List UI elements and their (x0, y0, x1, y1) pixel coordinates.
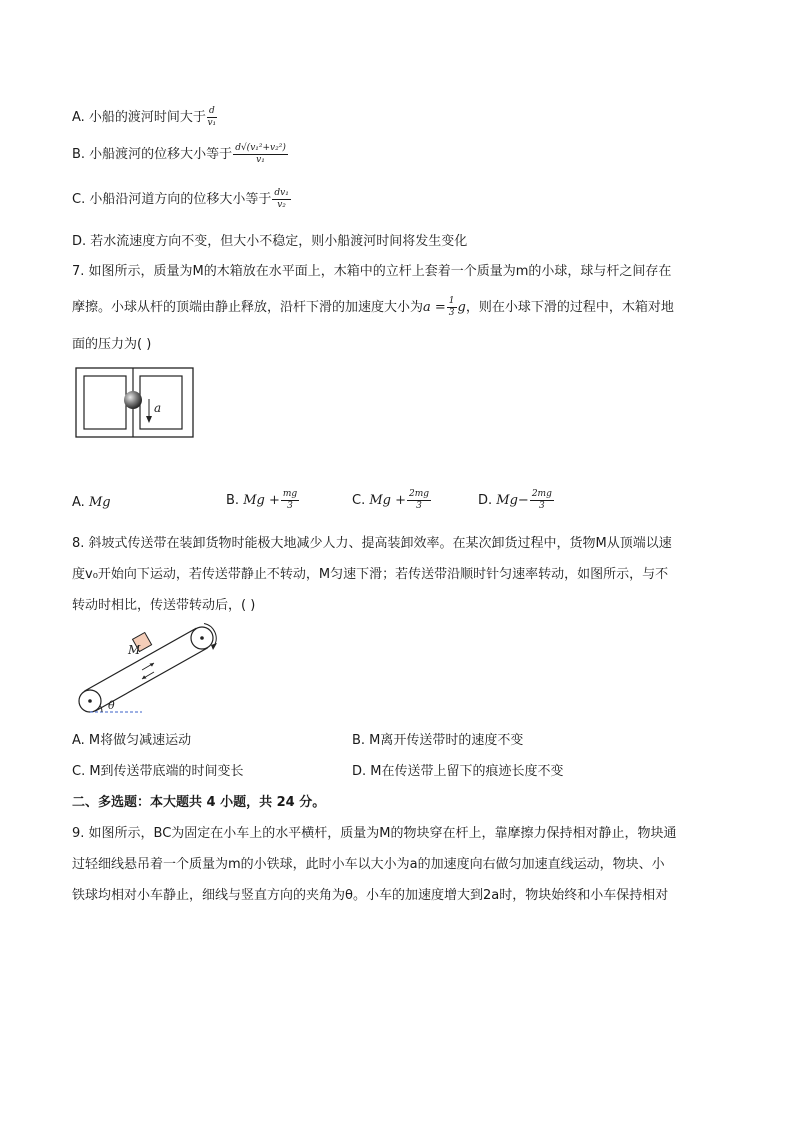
q9-line-1: 9. 如图所示，BC为固定在小车上的水平横杆，质量为M的物块穿在杆上，靠摩擦力保持相对静止，物块通 (72, 826, 677, 841)
fraction: $\frac{d}{\text{v₁}}$ (207, 106, 217, 128)
q8-line-2: 度v₀开始向下运动，若传送带静止不转动，M匀速下滑；若传送带沿顺时针匀速率转动，如图所示，与不 (72, 567, 669, 582)
q8-option-b: B. M离开传送带时的速度不变 (352, 733, 524, 748)
q7-box-figure (72, 366, 196, 440)
angle-label: θ (108, 699, 115, 712)
fraction: $\frac{2mg}{3}$ (531, 489, 552, 511)
fraction: $\frac{\text{d√(v₁²+v₂²)}}{\text{v₁}}$ (235, 143, 286, 165)
q8-conveyor-figure (70, 622, 222, 714)
q7-line-1: 7. 如图所示，质量为M的木箱放在水平面上，木箱中的立杆上套着一个质量为m的小球，球与杆之间存在 (72, 264, 672, 279)
q6-option-b: B. 小船渡河的位移大小等于 $\frac{\text{d√(v₁²+v₂²)}}{\text{v₁}}$ (72, 143, 286, 165)
q7-option-c: C. Mg + $\frac{2mg}{3}$ (352, 489, 430, 511)
q7-option-b: B. Mg + $\frac{mg}{3}$ (226, 489, 298, 511)
q9-line-3: 铁球均相对小车静止，细线与竖直方向的夹角为θ。小车的加速度增大到2a时，物块始终和小车保持相对 (72, 888, 669, 903)
q6-option-a: A. 小船的渡河时间大于 $\frac{d}{\text{v₁}}$ (72, 106, 217, 128)
ball (124, 391, 142, 409)
q7-option-d: D. Mg− $\frac{2mg}{3}$ (478, 489, 552, 511)
q8-option-a: A. M将做匀减速运动 (72, 733, 192, 748)
fraction: $\frac{1}{3}$ (448, 296, 455, 318)
accel-label: a (154, 401, 162, 415)
q8-line-1: 8. 斜坡式传送带在装卸货物时能极大地减少人力、提高装卸效率。在某次卸货过程中，货物M从顶端以速 (72, 536, 672, 551)
section-heading-multiple-choice: 二、多选题：本大题共 4 小题，共 24 分。 (72, 795, 326, 810)
rotation-arrowhead (211, 643, 217, 650)
bottom-pulley-axle (88, 699, 92, 703)
q9-line-2: 过轻细线悬吊着一个质量为m的小铁球，此时小车以大小为a的加速度向右做匀加速直线运动，物块、小 (72, 857, 665, 872)
fraction: $\frac{2mg}{3}$ (409, 489, 430, 511)
q8-option-d: D. M在传送带上留下的痕迹长度不变 (352, 764, 564, 779)
q7-option-a: A. Mg (72, 495, 111, 510)
top-pulley-axle (200, 636, 204, 640)
q7-line-3: 面的压力为( ) (72, 337, 152, 352)
arrow-head (146, 416, 152, 423)
fraction: $\frac{\text{dv₁}}{\text{v₂}}$ (274, 188, 289, 210)
q7-line-2: 摩擦。小球从杆的顶端由静止释放，沿杆下滑的加速度大小为a = $\frac{1}{3}$ g，则在小球下滑的过程中，木箱对地 (72, 296, 674, 318)
box-left-panel (84, 376, 126, 429)
q8-option-c: C. M到传送带底端的时间变长 (72, 764, 244, 779)
cargo-label: M (128, 643, 141, 657)
fraction: $\frac{mg}{3}$ (282, 489, 298, 511)
q6-option-c: C. 小船沿河道方向的位移大小等于 $\frac{\text{dv₁}}{\text{v₂}}$ (72, 188, 289, 210)
q8-line-3: 转动时相比，传送带转动后，( ) (72, 598, 256, 613)
q6-option-d: D. 若水流速度方向不变，但大小不稳定，则小船渡河时间将发生变化 (72, 234, 468, 249)
